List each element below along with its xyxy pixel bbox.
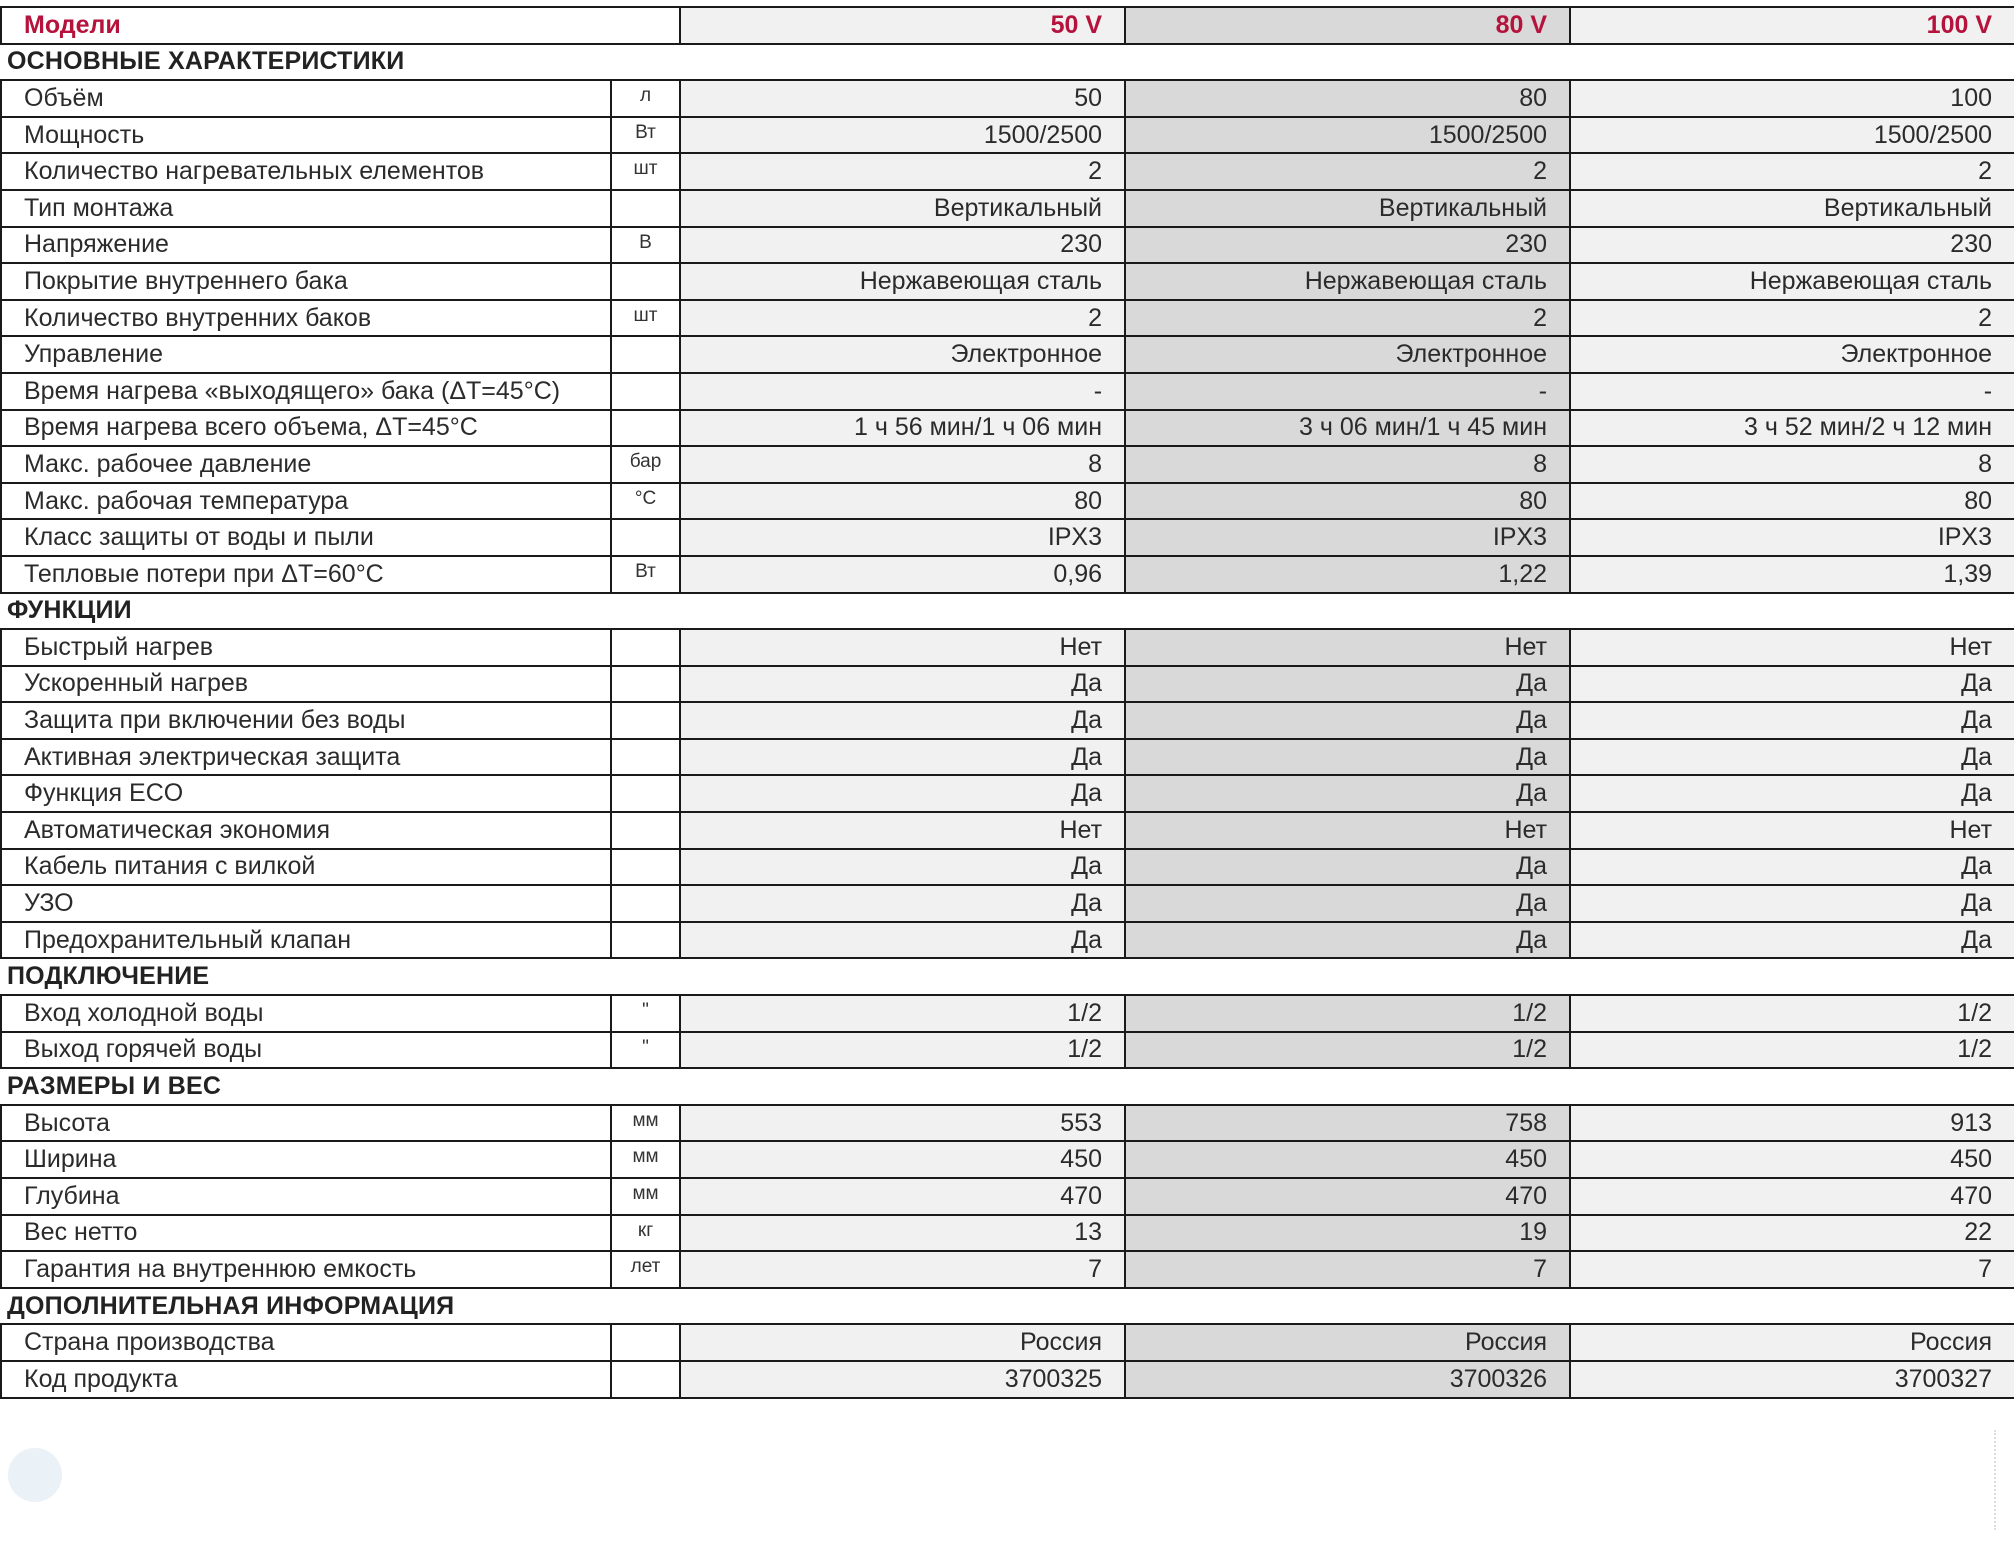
table-row bbox=[1, 995, 2014, 1032]
row-value: Да bbox=[680, 849, 1125, 886]
watermark-logo-icon bbox=[8, 1448, 62, 1502]
row-unit: кг bbox=[611, 1215, 680, 1252]
row-unit bbox=[611, 702, 680, 739]
row-value: Да bbox=[1125, 666, 1570, 703]
row-value: 8 bbox=[1125, 446, 1570, 483]
row-unit bbox=[611, 263, 680, 300]
row-value: 1/2 bbox=[680, 995, 1125, 1032]
table-row bbox=[1, 775, 2014, 812]
models-header-label: Модели bbox=[1, 7, 680, 44]
row-value: Электронное bbox=[1570, 336, 2014, 373]
row-value: Нет bbox=[680, 629, 1125, 666]
row-value: 1500/2500 bbox=[680, 117, 1125, 154]
table-row bbox=[1, 227, 2014, 264]
section-header-row bbox=[1, 958, 2014, 995]
row-label: Быстрый нагрев bbox=[1, 629, 611, 666]
row-value: Нет bbox=[1125, 629, 1570, 666]
table-row bbox=[1, 519, 2014, 556]
row-value: Да bbox=[1125, 885, 1570, 922]
row-label: Высота bbox=[1, 1105, 611, 1142]
row-value: Нержавеющая сталь bbox=[1570, 263, 2014, 300]
row-value: IPX3 bbox=[1125, 519, 1570, 556]
row-unit: бар bbox=[611, 446, 680, 483]
row-value: 1,22 bbox=[1125, 556, 1570, 593]
row-value: 8 bbox=[680, 446, 1125, 483]
row-unit bbox=[611, 1361, 680, 1398]
row-value: 2 bbox=[1570, 153, 2014, 190]
row-value: 3700327 bbox=[1570, 1361, 2014, 1398]
row-value: 2 bbox=[680, 300, 1125, 337]
row-label: Предохранительный клапан bbox=[1, 922, 611, 959]
table-row bbox=[1, 300, 2014, 337]
table-row bbox=[1, 1032, 2014, 1069]
row-value: 50 bbox=[680, 80, 1125, 117]
row-value: Да bbox=[1570, 702, 2014, 739]
table-row bbox=[1, 1251, 2014, 1288]
row-unit bbox=[611, 922, 680, 959]
row-unit bbox=[611, 190, 680, 227]
row-label: Макс. рабочее давление bbox=[1, 446, 611, 483]
row-value: 2 bbox=[1125, 153, 1570, 190]
row-value: - bbox=[1570, 373, 2014, 410]
row-value: 3 ч 52 мин/2 ч 12 мин bbox=[1570, 410, 2014, 447]
row-unit bbox=[611, 739, 680, 776]
table-row bbox=[1, 849, 2014, 886]
table-row bbox=[1, 410, 2014, 447]
model-header-100v: 100 V bbox=[1570, 7, 2014, 44]
table-row bbox=[1, 153, 2014, 190]
row-value: 470 bbox=[680, 1178, 1125, 1215]
row-value: 3700326 bbox=[1125, 1361, 1570, 1398]
model-header-50v: 50 V bbox=[680, 7, 1125, 44]
row-unit: шт bbox=[611, 153, 680, 190]
section-title: РАЗМЕРЫ И ВЕС bbox=[1, 1068, 2014, 1105]
row-label: Функция ECO bbox=[1, 775, 611, 812]
row-value: 80 bbox=[1125, 80, 1570, 117]
table-row bbox=[1, 666, 2014, 703]
row-label: Вход холодной воды bbox=[1, 995, 611, 1032]
row-value: 2 bbox=[1570, 300, 2014, 337]
row-label: Количество нагревательных елементов bbox=[1, 153, 611, 190]
row-value: 230 bbox=[1125, 227, 1570, 264]
row-label: Страна производства bbox=[1, 1324, 611, 1361]
row-unit bbox=[611, 336, 680, 373]
row-value: Да bbox=[680, 922, 1125, 959]
row-unit: В bbox=[611, 227, 680, 264]
row-unit bbox=[611, 666, 680, 703]
section-header-row bbox=[1, 593, 2014, 630]
table-row bbox=[1, 1324, 2014, 1361]
row-label: Автоматическая экономия bbox=[1, 812, 611, 849]
row-value: Да bbox=[1125, 702, 1570, 739]
spec-table-body bbox=[1, 7, 2014, 1398]
table-row bbox=[1, 1105, 2014, 1142]
row-label: Ширина bbox=[1, 1141, 611, 1178]
row-value: 3 ч 06 мин/1 ч 45 мин bbox=[1125, 410, 1570, 447]
table-row bbox=[1, 336, 2014, 373]
row-value: 230 bbox=[680, 227, 1125, 264]
row-unit bbox=[611, 775, 680, 812]
row-unit bbox=[611, 410, 680, 447]
section-title: ДОПОЛНИТЕЛЬНАЯ ИНФОРМАЦИЯ bbox=[1, 1288, 2014, 1325]
table-row bbox=[1, 373, 2014, 410]
row-unit bbox=[611, 812, 680, 849]
row-value: Да bbox=[680, 702, 1125, 739]
row-value: 7 bbox=[680, 1251, 1125, 1288]
row-label: Мощность bbox=[1, 117, 611, 154]
row-unit: мм bbox=[611, 1105, 680, 1142]
row-value: Нет bbox=[1125, 812, 1570, 849]
section-title: ФУНКЦИИ bbox=[1, 593, 2014, 630]
row-value: IPX3 bbox=[1570, 519, 2014, 556]
row-value: 1 ч 56 мин/1 ч 06 мин bbox=[680, 410, 1125, 447]
row-value: Нержавеющая сталь bbox=[680, 263, 1125, 300]
row-label: Активная электрическая защита bbox=[1, 739, 611, 776]
section-header-row bbox=[1, 1068, 2014, 1105]
table-row bbox=[1, 1361, 2014, 1398]
row-value: 2 bbox=[680, 153, 1125, 190]
row-unit bbox=[611, 885, 680, 922]
row-label: Код продукта bbox=[1, 1361, 611, 1398]
table-row bbox=[1, 263, 2014, 300]
row-value: Вертикальный bbox=[1570, 190, 2014, 227]
row-value: 1/2 bbox=[680, 1032, 1125, 1069]
row-value: Да bbox=[680, 775, 1125, 812]
row-value: Нет bbox=[680, 812, 1125, 849]
table-row bbox=[1, 739, 2014, 776]
row-value: 19 bbox=[1125, 1215, 1570, 1252]
row-unit: лет bbox=[611, 1251, 680, 1288]
table-row bbox=[1, 629, 2014, 666]
row-label: Управление bbox=[1, 336, 611, 373]
models-header-row bbox=[1, 7, 2014, 44]
row-unit bbox=[611, 629, 680, 666]
row-value: Да bbox=[1125, 739, 1570, 776]
row-value: Россия bbox=[680, 1324, 1125, 1361]
row-value: 0,96 bbox=[680, 556, 1125, 593]
row-value: Да bbox=[1125, 849, 1570, 886]
row-value: 80 bbox=[1570, 483, 2014, 520]
row-value: 230 bbox=[1570, 227, 2014, 264]
row-label: Гарантия на внутреннюю емкость bbox=[1, 1251, 611, 1288]
row-unit: л bbox=[611, 80, 680, 117]
table-row bbox=[1, 483, 2014, 520]
row-value: 1500/2500 bbox=[1125, 117, 1570, 154]
row-value: Вертикальный bbox=[680, 190, 1125, 227]
row-unit bbox=[611, 373, 680, 410]
row-unit: шт bbox=[611, 300, 680, 337]
row-value: 7 bbox=[1125, 1251, 1570, 1288]
row-value: 1/2 bbox=[1570, 995, 2014, 1032]
row-value: 758 bbox=[1125, 1105, 1570, 1142]
row-value: Да bbox=[1570, 885, 2014, 922]
row-label: Время нагрева всего объема, ΔT=45°C bbox=[1, 410, 611, 447]
row-value: Да bbox=[1125, 775, 1570, 812]
watermark-edge-icon bbox=[1994, 1430, 2012, 1530]
row-label: Тип монтажа bbox=[1, 190, 611, 227]
row-value: Да bbox=[1570, 666, 2014, 703]
table-row bbox=[1, 446, 2014, 483]
row-value: 1/2 bbox=[1570, 1032, 2014, 1069]
row-label: Напряжение bbox=[1, 227, 611, 264]
row-value: Да bbox=[1125, 922, 1570, 959]
row-label: Ускоренный нагрев bbox=[1, 666, 611, 703]
row-value: - bbox=[1125, 373, 1570, 410]
row-unit: °C bbox=[611, 483, 680, 520]
row-unit bbox=[611, 1324, 680, 1361]
row-value: Да bbox=[680, 739, 1125, 776]
table-row bbox=[1, 1215, 2014, 1252]
row-value: Да bbox=[1570, 739, 2014, 776]
row-unit: Вт bbox=[611, 117, 680, 154]
row-label: Покрытие внутреннего бака bbox=[1, 263, 611, 300]
table-row bbox=[1, 1178, 2014, 1215]
row-label: Вес нетто bbox=[1, 1215, 611, 1252]
table-row bbox=[1, 702, 2014, 739]
row-value: 80 bbox=[680, 483, 1125, 520]
row-value: 450 bbox=[1570, 1141, 2014, 1178]
row-unit: Вт bbox=[611, 556, 680, 593]
row-value: 2 bbox=[1125, 300, 1570, 337]
row-value: IPX3 bbox=[680, 519, 1125, 556]
row-value: 470 bbox=[1125, 1178, 1570, 1215]
row-value: 3700325 bbox=[680, 1361, 1125, 1398]
model-header-80v: 80 V bbox=[1125, 7, 1570, 44]
section-header-row bbox=[1, 44, 2014, 81]
row-value: 80 bbox=[1125, 483, 1570, 520]
row-value: Электронное bbox=[680, 336, 1125, 373]
section-title: ПОДКЛЮЧЕНИЕ bbox=[1, 958, 2014, 995]
row-value: 450 bbox=[680, 1141, 1125, 1178]
row-value: Да bbox=[680, 885, 1125, 922]
row-value: 22 bbox=[1570, 1215, 2014, 1252]
row-value: Россия bbox=[1125, 1324, 1570, 1361]
row-value: 450 bbox=[1125, 1141, 1570, 1178]
row-value: 1/2 bbox=[1125, 1032, 1570, 1069]
row-value: 8 bbox=[1570, 446, 2014, 483]
row-label: Защита при включении без воды bbox=[1, 702, 611, 739]
row-label: Время нагрева «выходящего» бака (ΔT=45°C) bbox=[1, 373, 611, 410]
row-unit: " bbox=[611, 1032, 680, 1069]
table-row bbox=[1, 1141, 2014, 1178]
row-value: Да bbox=[1570, 849, 2014, 886]
row-label: Глубина bbox=[1, 1178, 611, 1215]
row-label: Кабель питания с вилкой bbox=[1, 849, 611, 886]
row-value: 1/2 bbox=[1125, 995, 1570, 1032]
table-row bbox=[1, 922, 2014, 959]
row-unit bbox=[611, 849, 680, 886]
row-value: 1,39 bbox=[1570, 556, 2014, 593]
row-value: Да bbox=[1570, 922, 2014, 959]
row-value: Да bbox=[680, 666, 1125, 703]
row-unit bbox=[611, 519, 680, 556]
row-label: Тепловые потери при ΔT=60°C bbox=[1, 556, 611, 593]
row-label: Класс защиты от воды и пыли bbox=[1, 519, 611, 556]
row-label: Макс. рабочая температура bbox=[1, 483, 611, 520]
row-value: 470 bbox=[1570, 1178, 2014, 1215]
table-row bbox=[1, 885, 2014, 922]
row-unit: мм bbox=[611, 1178, 680, 1215]
row-unit: мм bbox=[611, 1141, 680, 1178]
row-value: 100 bbox=[1570, 80, 2014, 117]
row-value: 1500/2500 bbox=[1570, 117, 2014, 154]
table-row bbox=[1, 812, 2014, 849]
row-label: УЗО bbox=[1, 885, 611, 922]
section-title: ОСНОВНЫЕ ХАРАКТЕРИСТИКИ bbox=[1, 44, 2014, 81]
row-value: Нержавеющая сталь bbox=[1125, 263, 1570, 300]
row-value: Нет bbox=[1570, 812, 2014, 849]
spec-table bbox=[0, 6, 2014, 1399]
row-label: Количество внутренних баков bbox=[1, 300, 611, 337]
table-row bbox=[1, 80, 2014, 117]
row-value: Электронное bbox=[1125, 336, 1570, 373]
row-value: 13 bbox=[680, 1215, 1125, 1252]
table-row bbox=[1, 190, 2014, 227]
row-value: Россия bbox=[1570, 1324, 2014, 1361]
table-row bbox=[1, 117, 2014, 154]
row-value: Нет bbox=[1570, 629, 2014, 666]
row-value: 913 bbox=[1570, 1105, 2014, 1142]
row-label: Объём bbox=[1, 80, 611, 117]
row-unit: " bbox=[611, 995, 680, 1032]
row-value: 7 bbox=[1570, 1251, 2014, 1288]
section-header-row bbox=[1, 1288, 2014, 1325]
table-row bbox=[1, 556, 2014, 593]
row-value: 553 bbox=[680, 1105, 1125, 1142]
row-value: Вертикальный bbox=[1125, 190, 1570, 227]
row-label: Выход горячей воды bbox=[1, 1032, 611, 1069]
row-value: - bbox=[680, 373, 1125, 410]
row-value: Да bbox=[1570, 775, 2014, 812]
